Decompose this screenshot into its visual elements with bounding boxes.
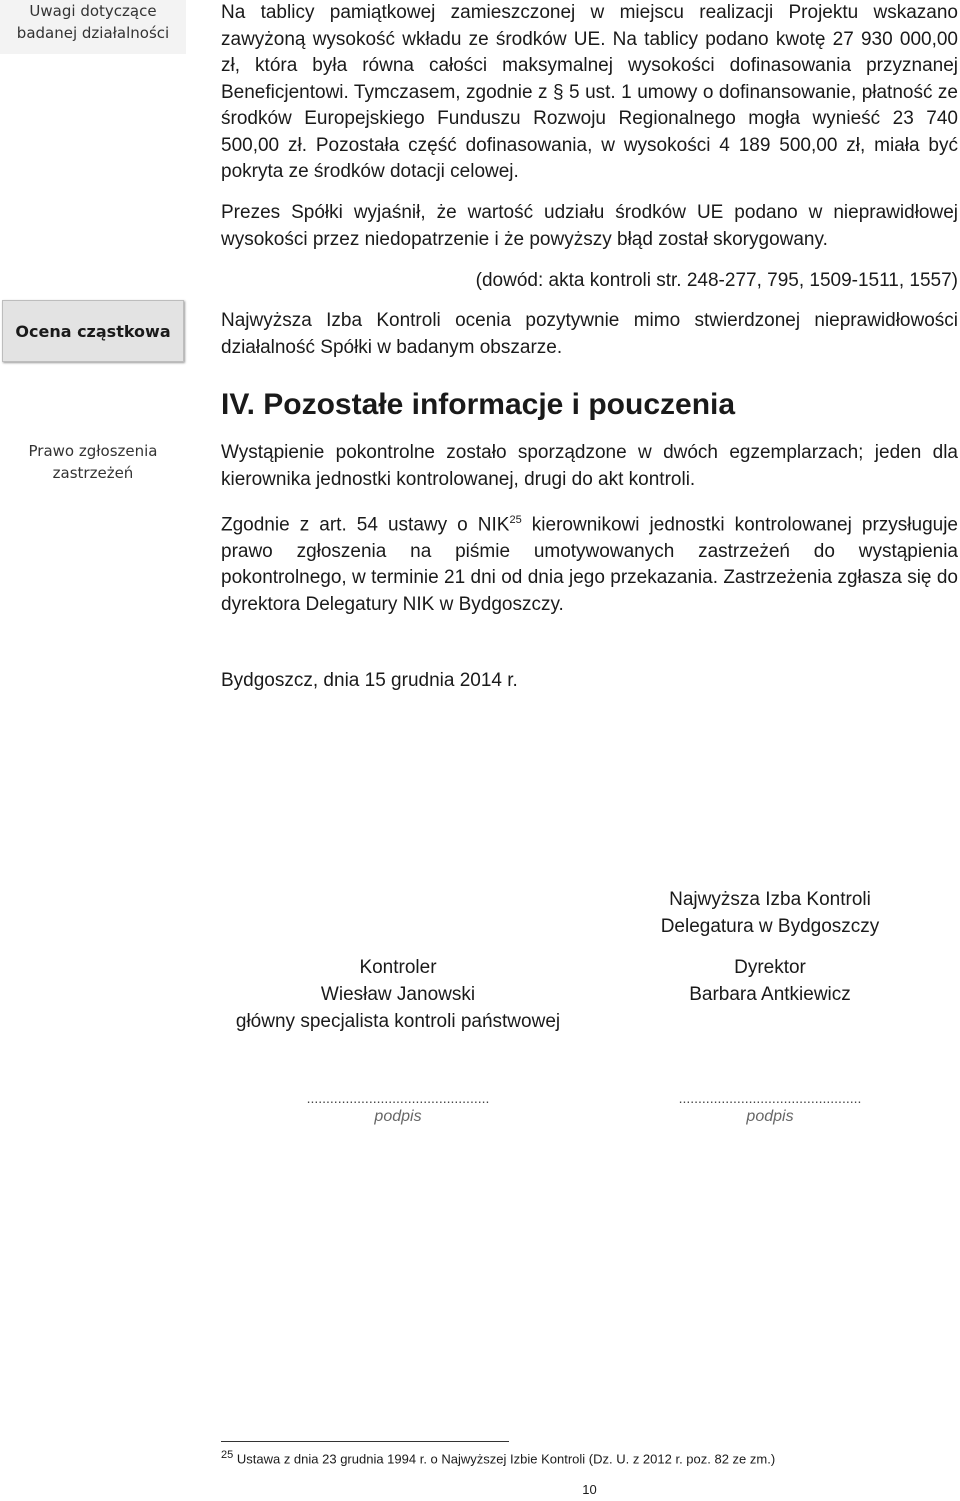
- org-block: [620, 886, 920, 940]
- sidebar-box-partial-assessment: [2, 300, 184, 362]
- paragraph-copies: Wystąpienie pokontrolne zostało sporządzone w dwóch egzemplarzach; jeden dla kierownika jednostki kontrolowanej, drugi do akt kontroli.: [221, 442, 958, 490]
- footnote-number: 25: [221, 1449, 234, 1461]
- signature-left: [218, 954, 578, 1035]
- footnote: [221, 1449, 775, 1466]
- sidebar-label-remarks: Uwagi dotyczące badanej działalności: [0, 0, 186, 54]
- evidence-reference: (dowód: akta kontroli str. 248-277, 795, 1509-1511, 1557): [475, 270, 958, 291]
- left-title: główny specjalista kontroli państwowej: [235, 1011, 561, 1032]
- paragraph-objections: [221, 507, 958, 618]
- org-delegation: Delegatura w Bydgoszczy: [660, 916, 880, 937]
- footnote-separator: [221, 1441, 509, 1442]
- paragraph-objections-start: Zgodnie z art. 54 ustawy o NIK: [221, 514, 510, 536]
- sidebar-box-label: Ocena cząstkowa: [15, 321, 171, 341]
- left-name: Wiesław Janowski: [320, 984, 476, 1005]
- place-date: Bydgoszcz, dnia 15 grudnia 2014 r.: [221, 670, 518, 691]
- footnote-text: Ustawa z dnia 23 grudnia 1994 r. o Najwyższej Izbie Kontroli (Dz. U. z 2012 r. poz. 82 ze zm.): [233, 1451, 776, 1467]
- signature-caption-left: podpis: [374, 1108, 422, 1125]
- right-role: Dyrektor: [734, 957, 806, 978]
- sidebar-label-objections-right: Prawo zgłoszenia zastrzeżeń: [28, 442, 158, 482]
- left-role: Kontroler: [359, 957, 437, 978]
- footnote-ref: 25: [509, 514, 522, 526]
- paragraph-assessment: Najwyższa Izba Kontroli ocenia pozytywnie mimo stwierdzonej nieprawidłowości działalność Spółki w badanym obszarze.: [221, 310, 958, 358]
- signature-line-left: ...............................................: [306, 1090, 490, 1106]
- org-name: Najwyższa Izba Kontroli: [669, 889, 871, 910]
- right-name: Barbara Antkiewicz: [689, 984, 851, 1005]
- signature-right: [620, 954, 920, 1008]
- section-heading: IV. Pozostałe informacje i pouczenia: [221, 388, 736, 421]
- signature-line-right: ...............................................: [678, 1090, 862, 1106]
- paragraph-plaque: Na tablicy pamiątkowej zamieszczonej w miejscu realizacji Projektu wskazano zawyżoną wysokość wkładu ze środków UE. Na tablicy podano kwotę 27 930 000,00 zł, która była równa całości maksymalnej wysokości dofinasowania przyznanej Beneficjentowi. Tymczasem, zgodnie z § 5 ust. 1 umowy o dofinansowanie, płatność ze środków Europejskiego Funduszu Rozwoju Regionalnego mogła wynieść 23 740 500,00 zł. Pozostała część dofinasowania, w wysokości 4 189 500,00 zł, miała być pokryta ze środków dotacji celowej.: [221, 2, 958, 182]
- paragraph-explanation: Prezes Spółki wyjaśnił, że wartość udziału środków UE podano w nieprawidłowej wysokości przez niedopatrzenie i że powyższy błąd został skorygowany.: [221, 202, 958, 250]
- signature-caption-right: podpis: [746, 1108, 794, 1125]
- page-number: 10: [582, 1482, 597, 1497]
- paragraph-objections-end: kierownikowi jednostki kontrolowanej przysługuje prawo zgłoszenia na piśmie umotywowanych zastrzeżeń do wystąpienia pokontrolnego, w terminie 21 dni od dnia jego przekazania. Zastrzeżenia zgłasza się do dyrektora Delegatury NIK w Bydgoszczy.: [221, 514, 958, 615]
